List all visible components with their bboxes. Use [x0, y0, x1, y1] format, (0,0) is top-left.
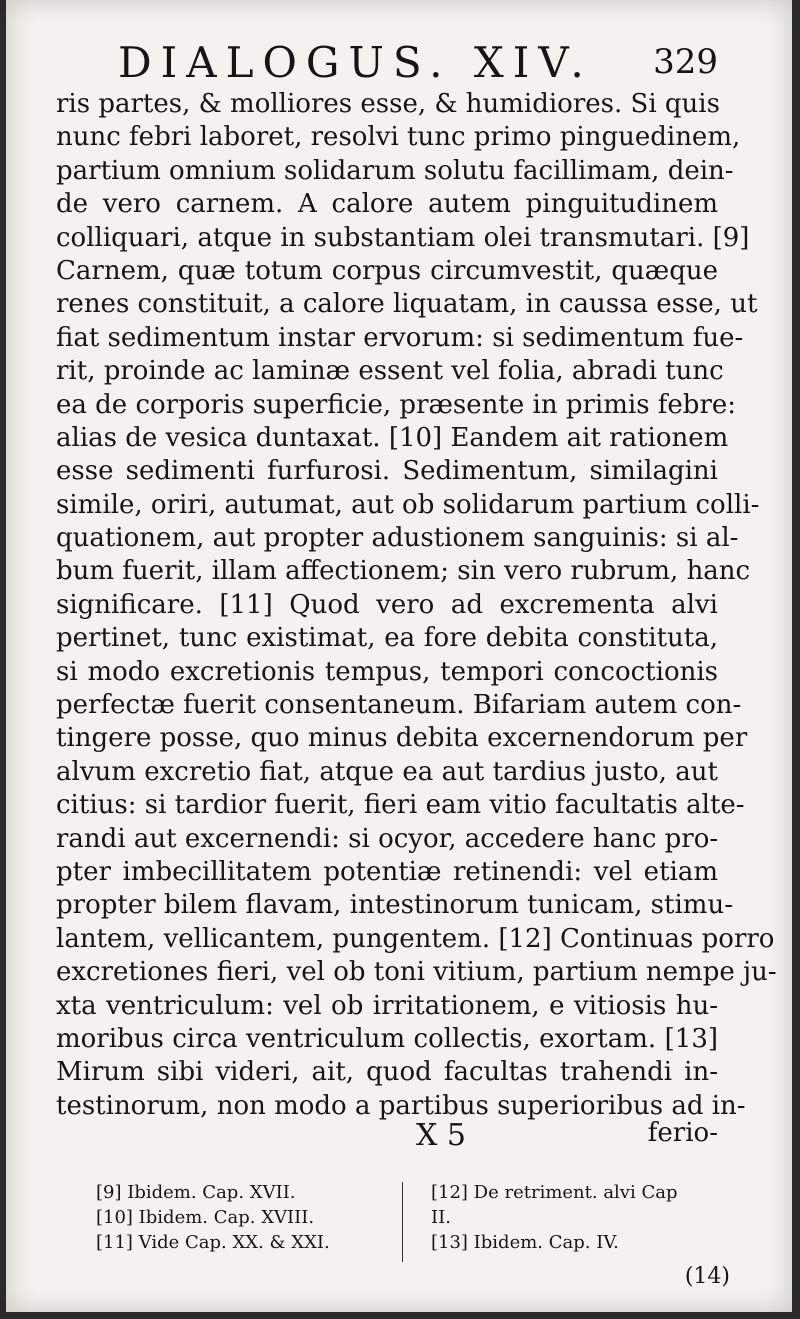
text-line: excretiones fieri, vel ob toni vitium, partium nempe ju- — [56, 957, 777, 988]
footnote: [13] Ibidem. Cap. IV. — [431, 1232, 619, 1253]
text-line: nunc febri laboret, resolvi tunc primo pinguedinem, — [56, 122, 741, 153]
text-line: colliquari, atque in substantiam olei transmutari. [9] — [56, 222, 750, 253]
text-line: ea de corporis superficie, præsente in primis febre: — [56, 389, 737, 420]
text-line: propter bilem flavam, intestinorum tunicam, stimu- — [56, 890, 733, 921]
text-line: alvum excretio fiat, atque ea aut tardius justo, aut — [56, 756, 718, 787]
footnote: [12] De retriment. alvi Cap — [431, 1182, 678, 1203]
text-line: de vero carnem. A calore autem pinguitudinem — [56, 189, 718, 220]
text-line: Carnem, quæ totum corpus circumvestit, quæque — [56, 255, 718, 286]
text-line: significare. [11] Quod vero ad excrementa alvi — [56, 589, 718, 620]
page-number: 329 — [653, 42, 718, 82]
text-line: testinorum, non modo a partibus superioribus ad in- — [56, 1090, 746, 1121]
text-line: randi aut excernendi: si ocyor, accedere hanc pro- — [56, 823, 719, 854]
printer-signature: X 5 — [416, 1118, 466, 1153]
footnotes-left-column — [96, 1180, 396, 1255]
text-line: xta ventriculum: vel ob irritationem, e vitiosis hu- — [56, 990, 718, 1021]
text-line: Mirum sibi videri, ait, quod facultas trahendi in- — [56, 1057, 718, 1088]
text-line: bum fuerit, illam affectionem; sin vero rubrum, hanc — [56, 556, 751, 587]
footnote: [11] Vide Cap. XX. & XXI. — [96, 1232, 330, 1253]
text-line: tingere posse, quo minus debita excernendorum per — [56, 723, 748, 754]
catchword: ferio- — [647, 1118, 718, 1148]
text-line: citius: si tardior fuerit, fieri eam vitio facultatis alte- — [56, 790, 745, 821]
text-line: pertinet, tunc existimat, ea fore debita constituta, — [56, 623, 718, 654]
footnote: [9] Ibidem. Cap. XVII. — [96, 1182, 296, 1203]
book-page — [6, 0, 792, 1312]
text-line: perfectæ fuerit consentaneum. Bifariam autem con- — [56, 690, 742, 721]
signature-row — [56, 1118, 718, 1158]
text-line: simile, oriri, autumat, aut ob solidarum partium colli- — [56, 489, 760, 520]
running-title: DIALOGUS. XIV. — [118, 38, 593, 87]
text-line: esse sedimenti furfurosi. Sedimentum, similagini — [56, 456, 718, 487]
text-line: fiat sedimentum instar ervorum: si sedimentum fue- — [56, 322, 744, 353]
text-line: si modo excretionis tempus, tempori concoctionis — [56, 656, 718, 687]
footnotes-right-column — [431, 1180, 731, 1255]
page-header — [118, 38, 718, 90]
gathering-mark: (14) — [684, 1264, 730, 1289]
footnote: II. — [431, 1207, 451, 1228]
text-line: lantem, vellicantem, pungentem. [12] Continuas porro — [56, 923, 775, 954]
text-line: renes constituit, a calore liquatam, in caussa esse, ut — [56, 289, 758, 320]
text-line: pter imbecillitatem potentiæ retinendi: vel etiam — [56, 856, 718, 887]
text-line: ris partes, & molliores esse, & humidiores. Si quis — [56, 89, 720, 119]
footnotes — [96, 1180, 736, 1270]
footnote-divider — [402, 1182, 403, 1262]
body-text — [56, 88, 777, 1123]
text-line: alias de vesica duntaxat. [10] Eandem ait rationem — [56, 422, 729, 453]
text-line: quationem, aut propter adustionem sanguinis: si al- — [56, 523, 739, 554]
text-line: partium omnium solidarum solutu facillimam, dein- — [56, 155, 734, 186]
footnote: [10] Ibidem. Cap. XVIII. — [96, 1207, 315, 1228]
text-line: rit, proinde ac laminæ essent vel folia, abradi tunc — [56, 356, 724, 387]
text-line: moribus circa ventriculum collectis, exortam. [13] — [56, 1023, 718, 1054]
